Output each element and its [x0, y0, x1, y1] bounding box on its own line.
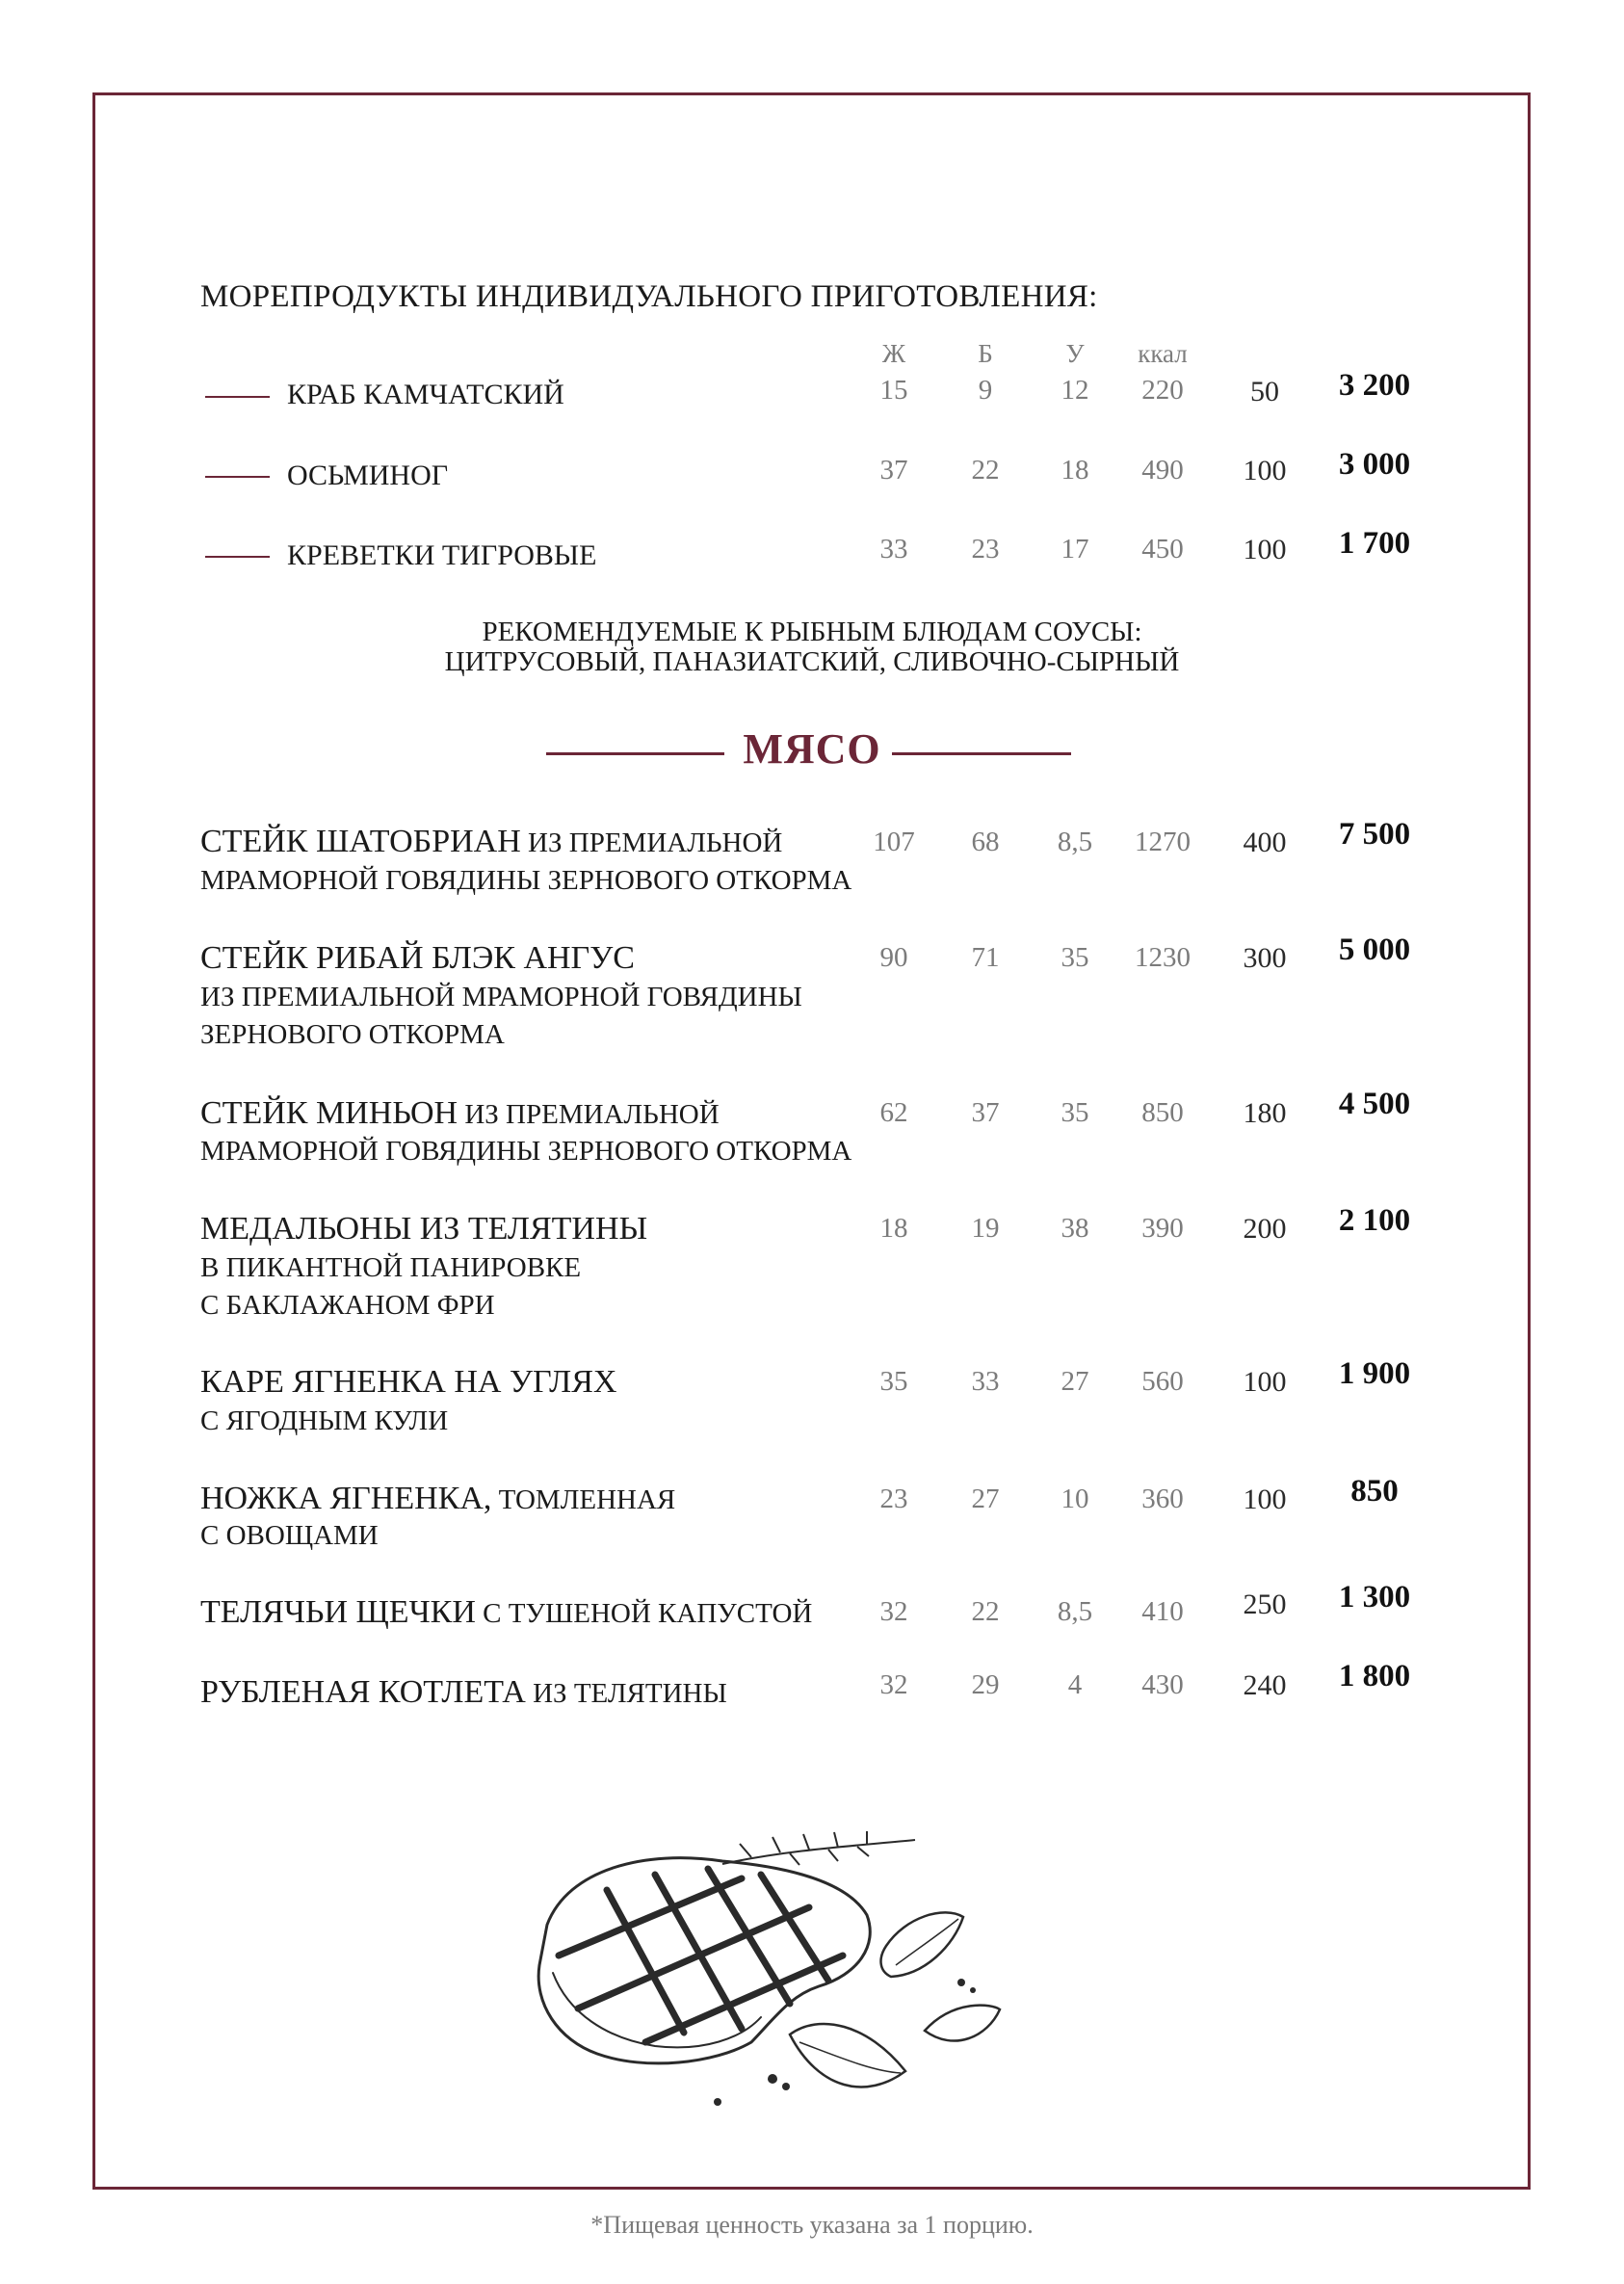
dish-name: РУБЛЕНАЯ КОТЛЕТА — [200, 1674, 526, 1710]
seafood-section-title: МОРЕПРОДУКТЫ ИНДИВИДУАЛЬНОГО ПРИГОТОВЛЕНИЯ: — [200, 279, 1098, 314]
weight-value: 100 — [1243, 455, 1287, 486]
weight-value: 400 — [1243, 827, 1287, 858]
protein-value: 9 — [978, 375, 993, 406]
fat-value: 107 — [873, 827, 915, 857]
price-value: 7 500 — [1338, 817, 1411, 852]
sauces-list: ЦИТРУСОВЫЙ, ПАНАЗИАТСКИЙ, СЛИВОЧНО-СЫРНЫЙ — [444, 646, 1180, 677]
protein-value: 68 — [971, 827, 1000, 857]
bay-leaf-icon — [790, 2006, 1000, 2087]
weight-value: 100 — [1243, 534, 1287, 565]
dash-divider — [205, 476, 270, 478]
dish-description: ИЗ ПРЕМИАЛЬНОЙ — [458, 1099, 720, 1130]
nutrition-footnote: *Пищевая ценность указана за 1 порцию. — [590, 2211, 1034, 2239]
kcal-value: 220 — [1141, 375, 1184, 406]
protein-value: 37 — [971, 1097, 1000, 1128]
kcal-value: 390 — [1141, 1213, 1184, 1244]
dish-description: С ЯГОДНЫМ КУЛИ — [200, 1405, 449, 1436]
kcal-value: 410 — [1141, 1596, 1184, 1627]
carbs-value: 35 — [1061, 1097, 1089, 1128]
carbs-value: 4 — [1067, 1669, 1083, 1700]
kcal-value: 560 — [1141, 1366, 1184, 1397]
carbs-value: 12 — [1061, 375, 1089, 406]
header-protein: Б — [978, 339, 993, 368]
dish-title-line — [200, 1481, 675, 1517]
sauces-heading: РЕКОМЕНДУЕМЫЕ К РЫБНЫМ БЛЮДАМ СОУСЫ: — [482, 617, 1142, 647]
meat-section-title: МЯСО — [743, 725, 881, 773]
carbs-value: 18 — [1061, 455, 1089, 486]
carbs-value: 27 — [1061, 1366, 1089, 1397]
kcal-value: 490 — [1141, 455, 1184, 486]
protein-value: 33 — [971, 1366, 1000, 1397]
dish-description: С БАКЛАЖАНОМ ФРИ — [200, 1290, 495, 1321]
dish-description: С ОВОЩАМИ — [200, 1520, 379, 1551]
seafood-item-name: КРЕВЕТКИ ТИГРОВЫЕ — [287, 539, 597, 571]
dish-name: СТЕЙК РИБАЙ БЛЭК АНГУС — [200, 940, 635, 976]
carbs-value: 38 — [1061, 1213, 1089, 1244]
carbs-value: 17 — [1061, 534, 1089, 564]
price-value: 3 000 — [1338, 447, 1411, 482]
header-kcal: ккал — [1138, 339, 1188, 368]
price-value: 3 200 — [1338, 368, 1411, 403]
fat-value: 37 — [879, 455, 908, 486]
weight-value: 200 — [1243, 1213, 1287, 1245]
fat-value: 33 — [879, 534, 908, 564]
dish-name: СТЕЙК ШАТОБРИАН — [200, 824, 521, 859]
carbs-value: 8,5 — [1057, 827, 1093, 857]
fat-value: 32 — [879, 1596, 908, 1627]
carbs-value: 10 — [1061, 1483, 1089, 1514]
dish-title-line — [200, 1594, 812, 1631]
dish-description: ЗЕРНОВОГО ОТКОРМА — [200, 1019, 505, 1050]
dish-description: С ТУШЕНОЙ КАПУСТОЙ — [475, 1598, 813, 1629]
price-value: 2 100 — [1338, 1203, 1411, 1238]
dish-name: КАРЕ ЯГНЕНКА НА УГЛЯХ — [200, 1364, 617, 1400]
header-fat: Ж — [881, 339, 906, 368]
protein-value: 22 — [971, 455, 1000, 486]
weight-value: 100 — [1243, 1366, 1287, 1398]
dish-title-line — [200, 1211, 647, 1247]
weight-value: 300 — [1243, 942, 1287, 974]
price-value: 1 700 — [1338, 526, 1411, 561]
fat-value: 62 — [879, 1097, 908, 1128]
carbs-value: 8,5 — [1057, 1596, 1093, 1627]
carbs-value: 35 — [1061, 942, 1089, 973]
protein-value: 71 — [971, 942, 1000, 973]
dish-description: МРАМОРНОЙ ГОВЯДИНЫ ЗЕРНОВОГО ОТКОРМА — [200, 865, 852, 896]
protein-value: 23 — [971, 534, 1000, 564]
rosemary-sprig-icon — [722, 1831, 915, 1865]
weight-value: 240 — [1243, 1669, 1287, 1701]
kcal-value: 1230 — [1135, 942, 1191, 973]
dish-title-line — [200, 1674, 727, 1711]
fat-value: 18 — [879, 1213, 908, 1244]
price-value: 850 — [1350, 1474, 1399, 1509]
fat-value: 15 — [879, 375, 908, 406]
garlic-clove-icon — [881, 1912, 963, 1977]
protein-value: 27 — [971, 1483, 1000, 1514]
grilled-steak-illustration-icon — [501, 1811, 1002, 2129]
dish-name: СТЕЙК МИНЬОН — [200, 1095, 458, 1131]
dish-description: ТОМЛЕННАЯ — [491, 1484, 676, 1515]
dish-description: МРАМОРНОЙ ГОВЯДИНЫ ЗЕРНОВОГО ОТКОРМА — [200, 1136, 852, 1167]
fat-value: 35 — [879, 1366, 908, 1397]
weight-value: 180 — [1243, 1097, 1287, 1129]
dish-title-line — [200, 1095, 720, 1132]
dish-name: МЕДАЛЬОНЫ ИЗ ТЕЛЯТИНЫ — [200, 1211, 648, 1247]
meat-title-rule-right — [892, 752, 1071, 755]
dash-divider — [205, 556, 270, 558]
protein-value: 22 — [971, 1596, 1000, 1627]
weight-value: 50 — [1250, 376, 1279, 407]
dish-name: ТЕЛЯЧЬИ ЩЕЧКИ — [200, 1594, 476, 1630]
dish-title-line — [200, 940, 635, 977]
weight-value: 250 — [1243, 1588, 1287, 1620]
fat-value: 32 — [879, 1669, 908, 1700]
price-value: 4 500 — [1338, 1087, 1411, 1121]
dish-name: НОЖКА ЯГНЕНКА, — [200, 1481, 492, 1516]
fat-value: 90 — [879, 942, 908, 973]
price-value: 1 900 — [1338, 1356, 1411, 1391]
grill-marks-icon — [559, 1869, 843, 2042]
price-value: 5 000 — [1338, 932, 1411, 967]
dash-divider — [205, 396, 270, 398]
dish-description: ИЗ ТЕЛЯТИНЫ — [525, 1678, 727, 1709]
dish-description: В ПИКАНТНОЙ ПАНИРОВКЕ — [200, 1252, 582, 1283]
price-value: 1 800 — [1338, 1659, 1411, 1693]
kcal-value: 450 — [1141, 534, 1184, 564]
dish-title-line — [200, 824, 782, 860]
header-carbs: У — [1065, 339, 1085, 368]
price-value: 1 300 — [1338, 1580, 1411, 1615]
fat-value: 23 — [879, 1483, 908, 1514]
kcal-value: 1270 — [1135, 827, 1191, 857]
kcal-value: 430 — [1141, 1669, 1184, 1700]
kcal-value: 850 — [1141, 1097, 1184, 1128]
dish-title-line — [200, 1364, 616, 1401]
seafood-item-name: ОСЬМИНОГ — [287, 459, 449, 491]
dish-description: ИЗ ПРЕМИАЛЬНОЙ — [520, 827, 783, 858]
protein-value: 19 — [971, 1213, 1000, 1244]
protein-value: 29 — [971, 1669, 1000, 1700]
kcal-value: 360 — [1141, 1483, 1184, 1514]
weight-value: 100 — [1243, 1483, 1287, 1515]
seafood-item-name: КРАБ КАМЧАТСКИЙ — [287, 379, 564, 410]
dish-description: ИЗ ПРЕМИАЛЬНОЙ МРАМОРНОЙ ГОВЯДИНЫ — [200, 982, 802, 1012]
